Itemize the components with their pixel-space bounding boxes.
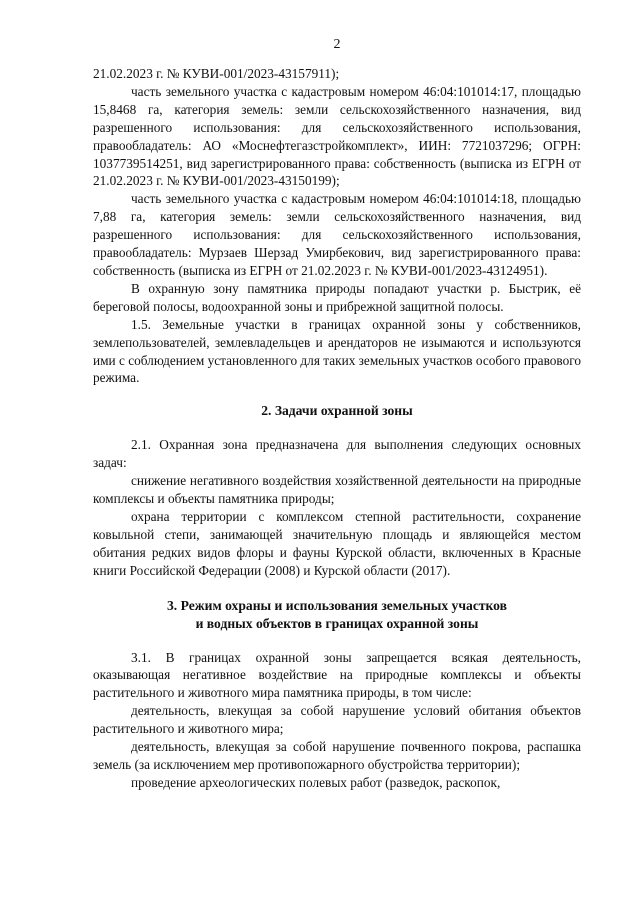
- document-body: [93, 65, 581, 792]
- paragraph-2-1: 2.1. Охранная зона предназначена для выполнения следующих основных задач:: [93, 437, 581, 471]
- list-item-soil: деятельность, влекущая за собой нарушение почвенного покрова, распашка земель (за исключением мер противопожарного обустройства территории);: [93, 739, 581, 772]
- section-2-heading: 2. Задачи охранной зоны: [261, 403, 413, 419]
- paragraph-bystrik-river: В охранную зону памятника природы попадают участки р. Быстрик, её береговой полосы, водоохранной зоны и прибрежной защитной полосы.: [93, 280, 581, 314]
- paragraph-continuation: 21.02.2023 г. № КУВИ-001/2023-43157911);: [93, 66, 340, 81]
- paragraph-land-plot-18: часть земельного участка с кадастровым номером 46:04:101014:18, площадью 7,88 га, категория земель: земли сельскохозяйственного назначения, вид разрешенного использования: для сельскохозяйственного использования, правообладатель: Мурзаев Шерзад Умирбекович, вид зарегистрированного права: собственность (выписка из ЕГРН от 21.02.2023 г. № КУВИ-001/2023-43124951).: [93, 191, 581, 278]
- paragraph-3-1: 3.1. В границах охранной зоны запрещается всякая деятельность, оказывающая негативное воздействие на природные комплексы и объекты растительного и животного мира памятника природы, в том числе:: [93, 649, 581, 701]
- paragraph-land-plot-17: часть земельного участка с кадастровым номером 46:04:101014:17, площадью 15,8468 га, категория земель: земли сельскохозяйственного назначения, вид разрешенного использования: для сельскохозяйственного использования, правообладатель: АО «Моснефтегазстройкомплект», ИИН: 7721037296; ОГРН: 1037739514251, вид зарегистрированного права: собственность (выписка из ЕГРН от 21.02.2023 г. № КУВИ-001/2023-43150199);: [93, 83, 581, 189]
- page-number: 2: [333, 37, 341, 52]
- paragraph-1-5: 1.5. Земельные участки в границах охранной зоны у собственников, землепользователей, землевладельцев и арендаторов не изымаются и используются ими с соблюдением установленного для таких земельных участков особого правового режима.: [93, 316, 582, 386]
- list-item-reduce-impact: снижение негативного воздействия хозяйственной деятельности на природные комплексы и объекты памятника природы;: [93, 473, 581, 507]
- section-3-heading: [93, 597, 581, 633]
- section-3-heading-line2: и водных объектов в границах охранной зоны: [195, 615, 479, 631]
- list-item-archaeology: проведение археологических полевых работ (разведок, раскопок,: [131, 774, 501, 790]
- list-item-habitat: деятельность, влекущая за собой нарушение условий обитания объектов растительного и животного мира;: [93, 703, 581, 737]
- section-3-heading-line1: 3. Режим охраны и использования земельных участков: [167, 597, 507, 613]
- list-item-protect-steppe: охрана территории с комплексом степной растительности, сохранение ковыльной степи, занимающей значительную площадь и являющейся местом обитания редких видов флоры и фауны Курской области, включенных в Красные книги Российской Федерации (2008) и Курской области (2017).: [93, 508, 581, 578]
